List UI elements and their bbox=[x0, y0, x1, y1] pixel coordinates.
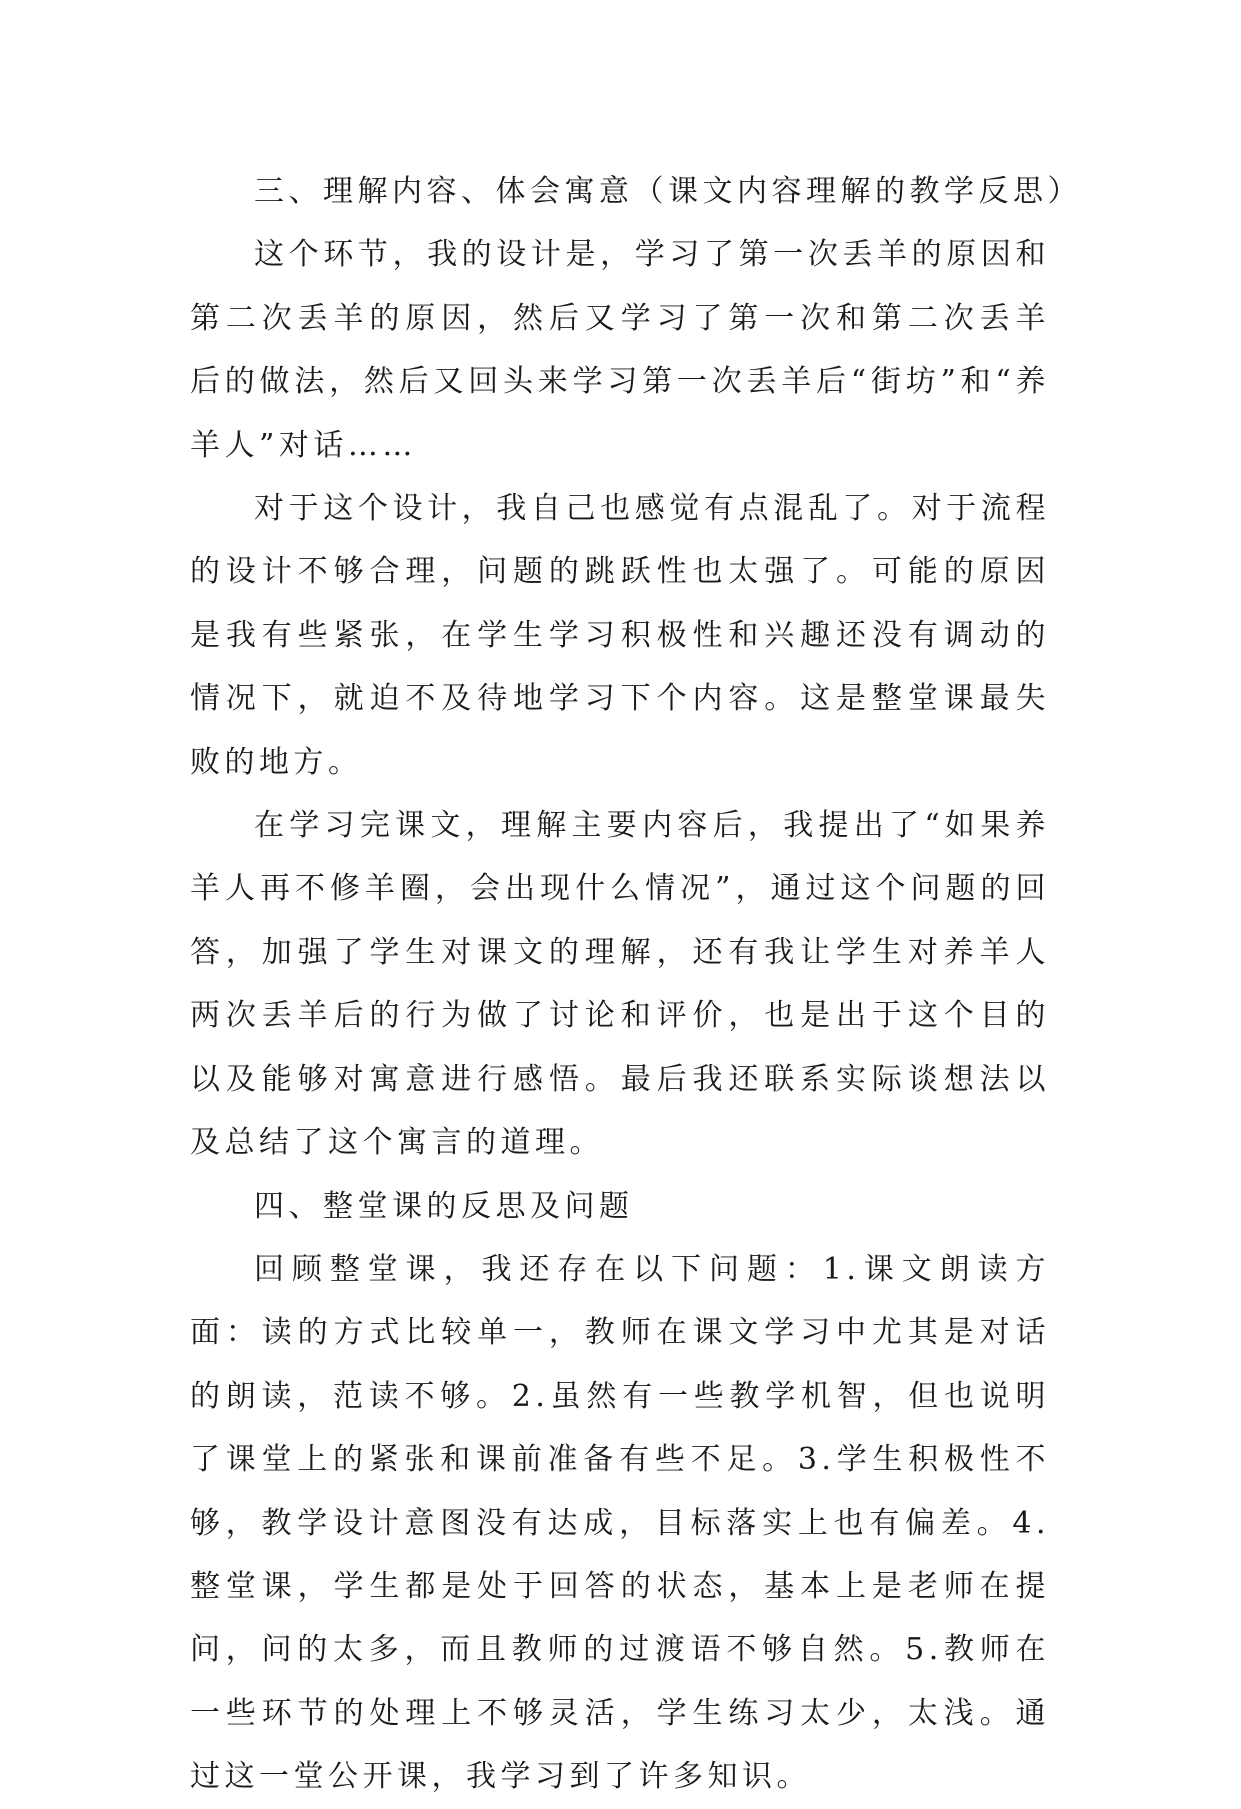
paragraph-problems: 回顾整堂课，我还存在以下问题：1.课文朗读方面：读的方式比较单一，教师在课文学习中尤其是对话的朗读，范读不够。2.虽然有一些教学机智，但也说明了课堂上的紧张和课前准备有些不足。3.学生积极性不够，教学设计意图没有达成，目标落实上也有偏差。4.整堂课，学生都是处于回答的状态，基本上是老师在提问，问的太多，而且教师的过渡语不够自然。5.教师在一些环节的处理上不够灵活，学生练习太少，太浅。通过这一堂公开课，我学习到了许多知识。 bbox=[190, 1251, 1050, 1795]
section-heading-4: 四、整堂课的反思及问题 bbox=[254, 1188, 634, 1224]
paragraph-design: 这个环节，我的设计是，学习了第一次丢羊的原因和第二次丢羊的原因，然后又学习了第一次和第二次丢羊后的做法，然后又回头来学习第一次丢羊后“街坊”和“养羊人”对话…… bbox=[190, 237, 1050, 463]
section-heading-3: 三、理解内容、体会寓意（课文内容理解的教学反思） bbox=[254, 174, 1082, 209]
document-body bbox=[190, 160, 1082, 1809]
paragraph-reflection: 对于这个设计，我自己也感觉有点混乱了。对于流程的设计不够合理，问题的跳跃性也太强了。可能的原因是我有些紧张，在学生学习积极性和兴趣还没有调动的情况下，就迫不及待地学习下个内容。这是整堂课最失败的地方。 bbox=[190, 491, 1050, 780]
paragraph-understanding: 在学习完课文，理解主要内容后，我提出了“如果养羊人再不修羊圈，会出现什么情况”，通过这个问题的回答，加强了学生对课文的理解，还有我让学生对养羊人两次丢羊后的行为做了讨论和评价，也是出于这个目的以及能够对寓意进行感悟。最后我还联系实际谈想法以及总结了这个寓言的道理。 bbox=[190, 808, 1050, 1161]
